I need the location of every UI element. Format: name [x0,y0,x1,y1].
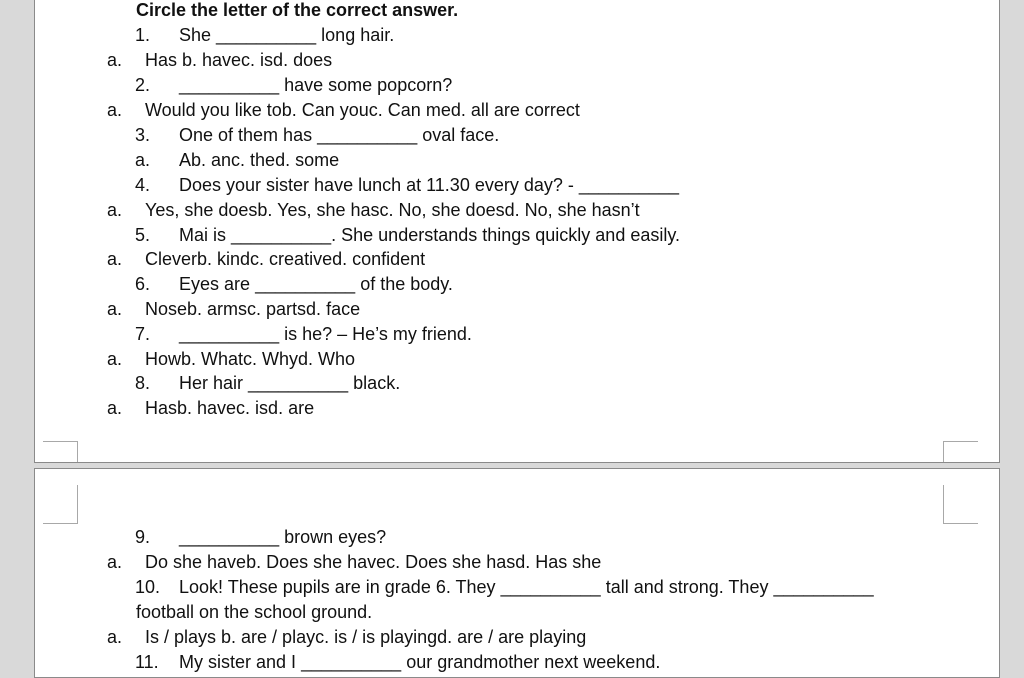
question-text: Look! These pupils are in grade 6. They __________ tall and strong. They __________ [179,577,874,597]
question-text: Does your sister have lunch at 11.30 every day? - __________ [179,175,679,195]
margin-mark [943,485,978,524]
question-number: 3. [135,125,151,145]
question-text: Eyes are __________ of the body. [179,274,453,294]
answer-blank: __________ [179,324,280,344]
document-page-1 [34,0,1000,463]
question-text: __________ brown eyes? [179,527,387,547]
answer-blank: __________ [500,577,601,597]
question-number: 2. [135,75,151,95]
answer-blank: __________ [179,527,280,547]
answer-blank: __________ [179,75,280,95]
answer-options: Would you like tob. Can youc. Can med. all are correct [145,100,580,120]
answer-options: Ab. anc. thed. some [179,150,340,170]
answer-options: Has b. havec. isd. does [145,50,333,70]
answer-options: Hasb. havec. isd. are [145,398,315,418]
option-letter: a. [107,299,123,319]
margin-mark [43,485,78,524]
answer-blank: __________ [216,25,317,45]
question-text: One of them has __________ oval face. [179,125,500,145]
answer-blank: __________ [578,175,679,195]
question-text: My sister and I __________ our grandmother next weekend. [179,652,661,672]
question-number: 4. [135,175,151,195]
answer-blank: __________ [301,652,402,672]
question-number: 11. [135,652,159,672]
option-letter: a. [107,50,123,70]
option-letter: a. [107,200,123,220]
answer-options: Howb. Whatc. Whyd. Who [145,349,356,369]
question-number: 6. [135,274,151,294]
question-text: She __________ long hair. [179,25,395,45]
question-number: 9. [135,527,151,547]
instruction: Circle the letter of the correct answer. [136,0,459,20]
question-text: __________ have some popcorn? [179,75,453,95]
question-continuation: football on the school ground. [136,602,373,622]
question-number: 7. [135,324,151,344]
option-letter: a. [107,398,123,418]
question-number: 10. [135,577,161,597]
question-number: 8. [135,373,151,393]
option-letter: a. [107,552,123,572]
option-letter: a. [107,627,123,647]
question-text: __________ is he? – He’s my friend. [179,324,472,344]
question-text: Mai is __________. She understands things quickly and easily. [179,225,681,245]
answer-blank: __________ [231,225,332,245]
option-letter: a. [107,349,123,369]
question-number: 1. [135,25,151,45]
answer-blank: __________ [317,125,418,145]
margin-mark [43,441,78,462]
answer-blank: __________ [255,274,356,294]
answer-options: Is / plays b. are / playc. is / is playingd. are / are playing [145,627,587,647]
question-number: 5. [135,225,151,245]
answer-options: Yes, she doesb. Yes, she hasc. No, she doesd. No, she hasn’t [145,200,640,220]
answer-options: Cleverb. kindc. creatived. confident [145,249,426,269]
margin-mark [943,441,978,462]
answer-options: Do she haveb. Does she havec. Does she hasd. Has she [145,552,602,572]
document-page-2 [34,468,1000,678]
option-letter: a. [135,150,151,170]
option-letter: a. [107,249,123,269]
answer-blank: __________ [248,373,349,393]
answer-blank: __________ [773,577,874,597]
answer-options: Noseb. armsc. partsd. face [145,299,361,319]
option-letter: a. [107,100,123,120]
question-text: Her hair __________ black. [179,373,401,393]
